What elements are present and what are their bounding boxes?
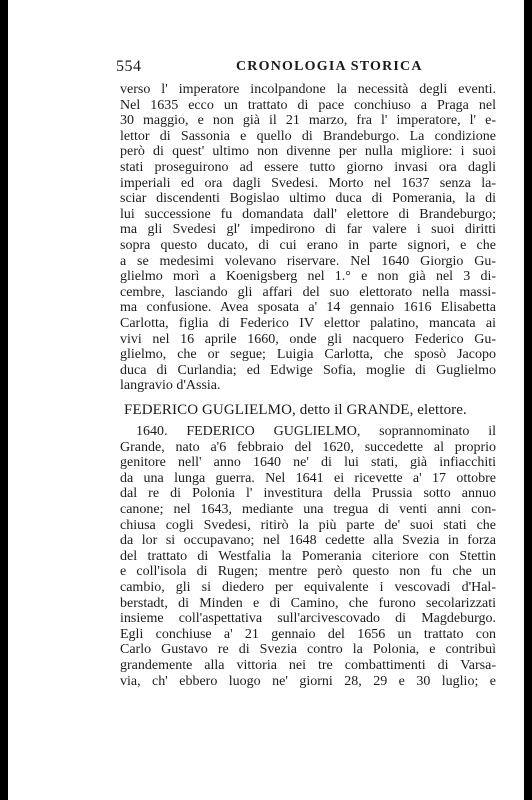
paragraph-2 [120, 424, 496, 689]
text-line: canone; nel 1643, mediante una tregua di venti anni con- [120, 501, 496, 517]
text-line: imperiali ed ora dagli Svedesi. Morto nel 1637 senza la- [120, 175, 496, 191]
text-line: vivi nel 16 aprile 1660, onde gli nacquero Federico Gu- [120, 331, 496, 347]
text-line: lui successione fu domandata dall' elettore di Brandeburgo; [120, 206, 496, 222]
book-page [8, 0, 524, 800]
paragraph-1 [120, 82, 496, 394]
text-line: chiusa cogli Svedesi, ritirò la più parte de' suoi stati che [120, 517, 496, 533]
page-header [116, 58, 488, 84]
text-line: duca di Curlandia; ed Edwige Sofia, moglie di Guglielmo [120, 362, 496, 378]
text-line: da lor si occupavano; nel 1648 cedette alla Svezia in forza [120, 533, 496, 549]
text-line: cembre, lasciando gli affari del suo elettorato nella massi- [120, 284, 496, 300]
text-line: ma gli Svedesi gl' impedirono di far valere i suoi diritti [120, 222, 496, 238]
text-line: Grande, nato a'6 febbraio del 1620, succedette al proprio [120, 439, 496, 455]
text-line: berstadt, di Minden e di Camino, che furono secolarizzati [120, 595, 496, 611]
text-line: Nel 1635 ecco un trattato di pace conchiuso a Praga nel [120, 97, 496, 113]
text-line: grandemente alla vittoria nei tre combattimenti di Varsa- [120, 657, 496, 673]
text-line: insieme coll'aspettativa sull'arcivescovado di Magdeburgo. [120, 611, 496, 627]
text-line: dal re di Polonia l' investitura della Prussia sotto annuo [120, 486, 496, 502]
text-line: cambio, gli si diedero per equivalente i vescovadi d'Hal- [120, 579, 496, 595]
text-line: stati proseguirono ad essere tutto giorno invasi ora dagli [120, 159, 496, 175]
text-line: verso l' imperatore incolpandone la necessità degli eventi. [120, 82, 496, 97]
text-line: 30 maggio, e non già il 21 marzo, fra l' imperatore, l' e- [120, 113, 496, 129]
text-line: da una lunga guerra. Nel 1641 ei ricevette a' 17 ottobre [120, 470, 496, 486]
text-line: ma confusione. Avea sposata a' 14 gennaio 1616 Elisabetta [120, 300, 496, 316]
text-line: a se medesimi volevano riservare. Nel 1640 Giorgio Gu- [120, 253, 496, 269]
text-line: via, ch' ebbero luogo ne' giorni 28, 29 e 30 luglio; e [120, 673, 496, 689]
text-line: Egli conchiuse a' 21 gennaio del 1656 un trattato con [120, 626, 496, 642]
text-line: sopra questo ducato, di cui erano in parte signori, e che [120, 237, 496, 253]
text-line: 1640. FEDERICO GUGLIELMO, soprannominato il [136, 424, 496, 439]
text-line: lettor di Sassonia e quello di Brandeburgo. La condizione [120, 128, 496, 144]
text-line: langravio d'Assia. [120, 378, 221, 394]
text-line: glielmo, che or segue; Luigia Carlotta, che sposò Jacopo [120, 347, 496, 363]
text-line: Carlotta, figlia di Federico IV elettor palatino, mancata ai [120, 315, 496, 331]
running-title: CRONOLOGIA STORICA [236, 59, 423, 74]
text-line: Carlo Gustavo re di Svezia contro la Polonia, e contribuì [120, 642, 496, 658]
section-heading: FEDERICO GUGLIELMO, detto il GRANDE, elettore. [124, 402, 467, 418]
text-line: sciar discendenti Bogislao ultimo duca di Pomerania, la di [120, 191, 496, 207]
text-line: genitore nell' anno 1640 ne' di lui stati, già infiacchiti [120, 455, 496, 471]
text-line: e coll'isola di Rugen; mentre però questo non fu che un [120, 564, 496, 580]
text-line: però di quest' ultimo non divenne per nulla migliore: i suoi [120, 144, 496, 160]
text-line: del trattato di Westfalia la Pomerania citeriore con Stettin [120, 548, 496, 564]
page-number: 554 [116, 58, 142, 75]
text-line: glielmo morì a Koenigsberg nel 1.° e non già nel 3 di- [120, 269, 496, 285]
